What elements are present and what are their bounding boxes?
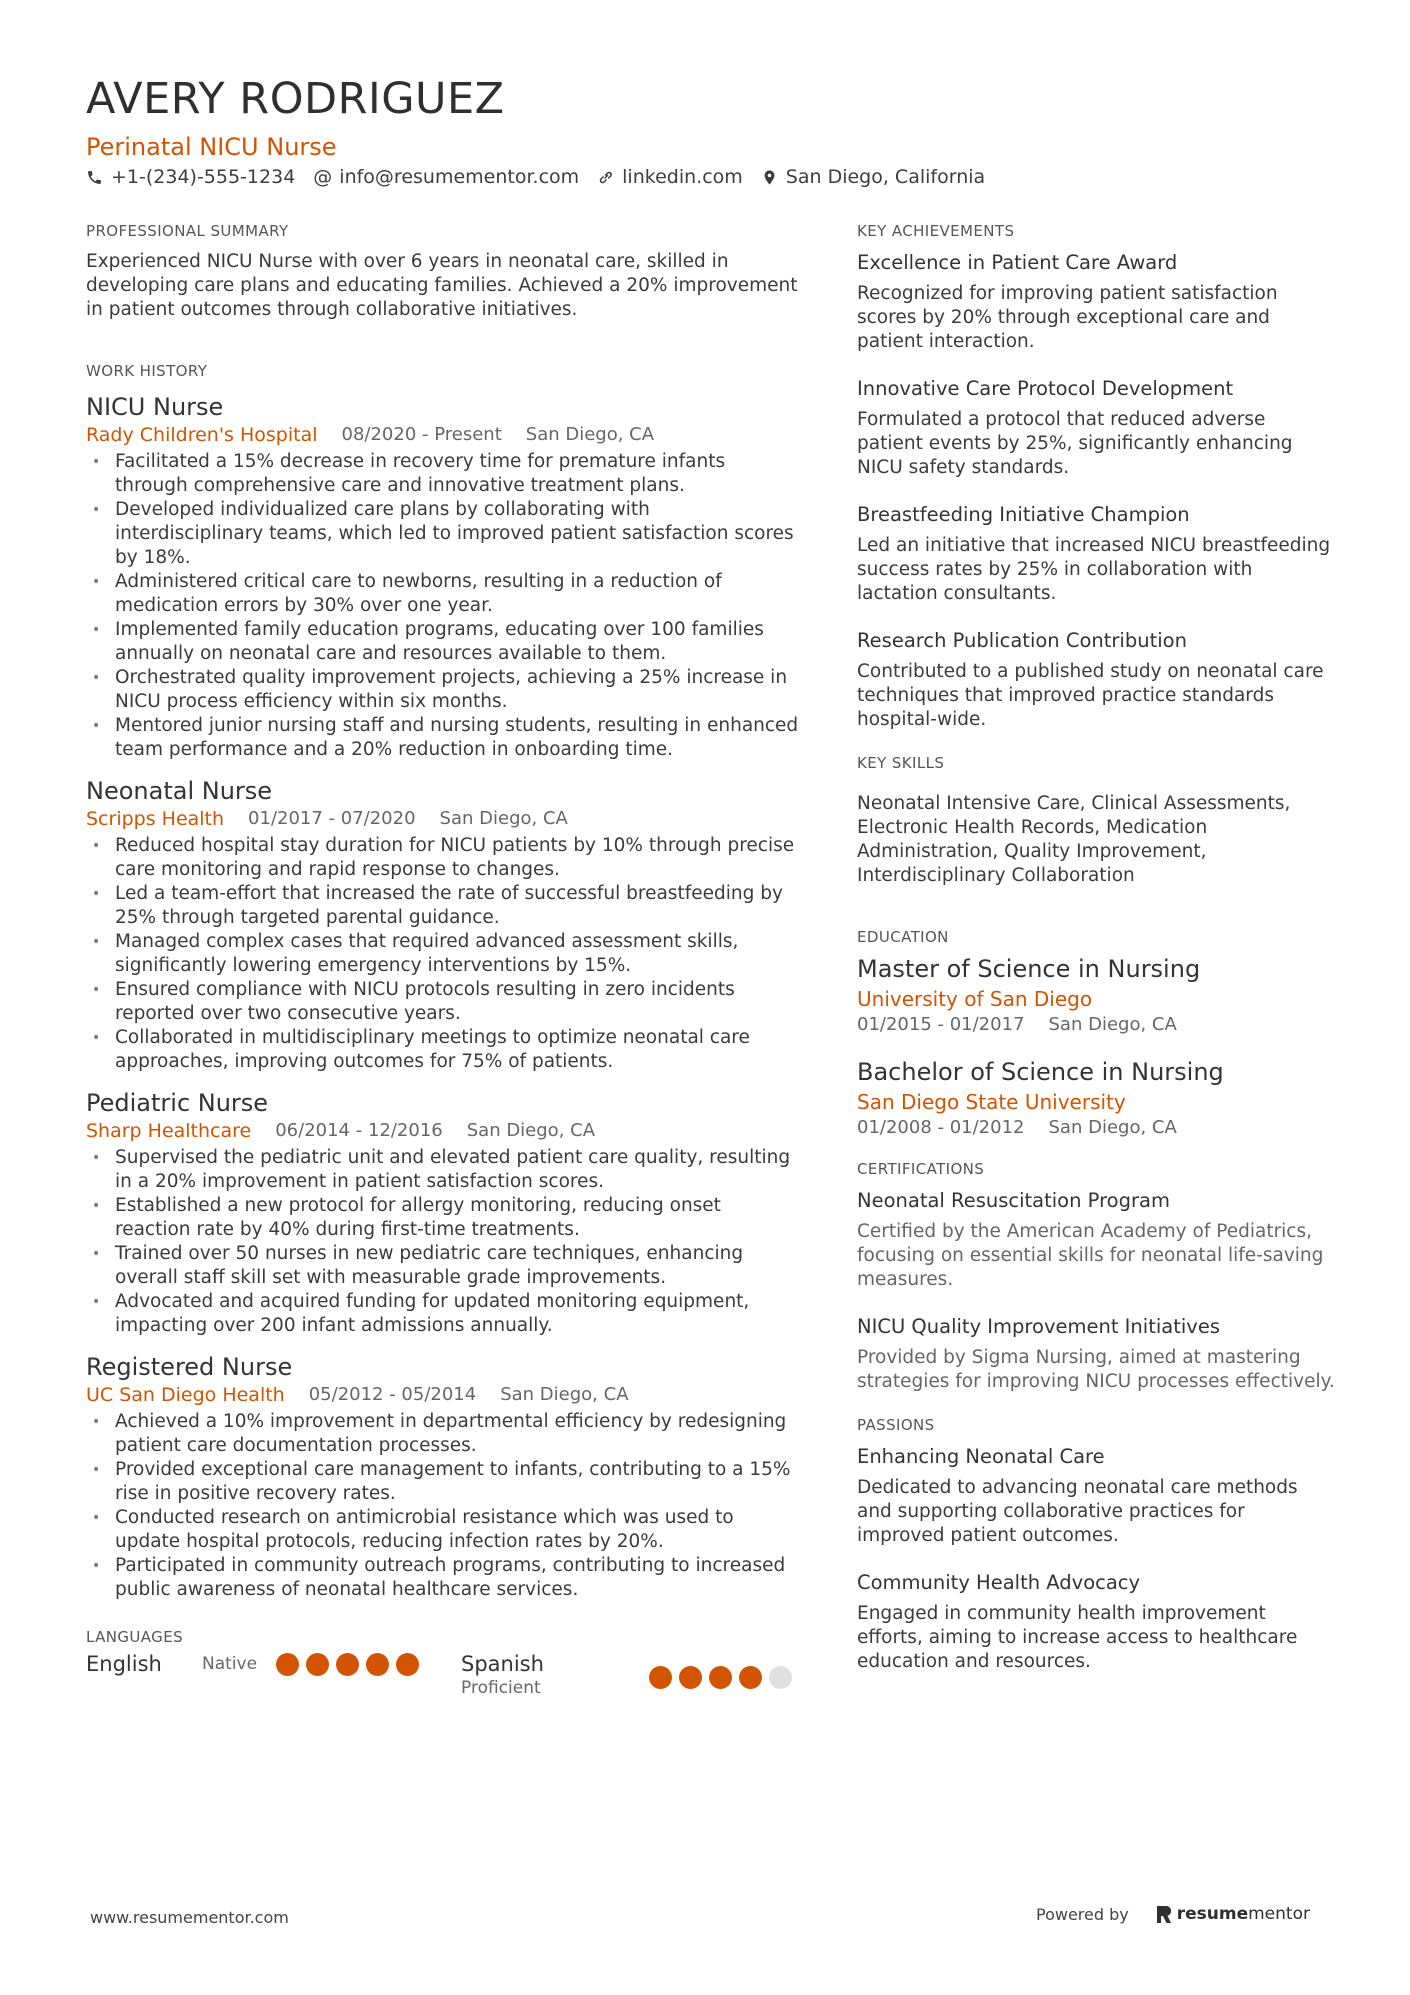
- work-history-section: [86, 362, 801, 1602]
- passion-list: [857, 1444, 1337, 1674]
- candidate-name: AVERY RODRIGUEZ: [86, 74, 505, 124]
- language-rating: [649, 1666, 799, 1689]
- item-title: Neonatal Resuscitation Program: [857, 1189, 1170, 1212]
- list-item: • Provided exceptional care management to infants, contributing to a 15% rise in positive recovery rates.: [86, 1458, 801, 1506]
- achievements-section: [857, 222, 1337, 732]
- languages-section: [86, 1628, 801, 1698]
- item-description: Provided by Sigma Nursing, aimed at mastering strategies for improving NICU processes effectively.: [857, 1347, 1335, 1392]
- language-item: [86, 1652, 461, 1676]
- certifications-item: [857, 1314, 1337, 1394]
- brand-name-bold: resume: [1176, 1904, 1249, 1924]
- education-meta: [857, 1014, 1337, 1035]
- education-item: [857, 954, 1337, 1035]
- resumementor-logo-icon: [1157, 1906, 1171, 1923]
- rating-dot-filled: [366, 1653, 389, 1676]
- rating-dot-empty: [769, 1666, 792, 1689]
- list-item: • Achieved a 10% improvement in departmental efficiency by redesigning patient care documentation processes.: [86, 1410, 801, 1458]
- education-location: San Diego, CA: [1048, 1117, 1177, 1138]
- job-entry: [86, 1352, 801, 1602]
- education-item: [857, 1057, 1337, 1138]
- item-title: Innovative Care Protocol Development: [857, 377, 1234, 400]
- job-meta: [86, 1384, 801, 1406]
- item-title: Research Publication Contribution: [857, 629, 1187, 652]
- section-title: LANGUAGES: [86, 1628, 184, 1646]
- list-item: • Led a team-effort that increased the rate of successful breastfeeding by 25% through targeted parental guidance.: [86, 882, 801, 930]
- education-list: [857, 954, 1337, 1138]
- rating-dot-filled: [396, 1653, 419, 1676]
- rating-dot-filled: [679, 1666, 702, 1689]
- rating-dot-filled: [739, 1666, 762, 1689]
- list-item: • Reduced hospital stay duration for NICU patients by 10% through precise care monitoring and rapid response to changes.: [86, 834, 801, 882]
- rating-dot-filled: [336, 1653, 359, 1676]
- job-entry: [86, 1088, 801, 1338]
- item-title: Breastfeeding Initiative Champion: [857, 503, 1190, 526]
- email-text: info@resumementor.com: [339, 166, 580, 188]
- phone-icon: [86, 169, 103, 186]
- job-role: Pediatric Nurse: [86, 1089, 269, 1117]
- education-dates: 01/2015 - 01/2017: [857, 1014, 1025, 1035]
- summary-section: [86, 222, 801, 322]
- list-item: • Participated in community outreach programs, contributing to increased public awareness of neonatal healthcare services.: [86, 1554, 801, 1602]
- brand-name-light: mentor: [1248, 1904, 1310, 1924]
- job-company: Scripps Health: [86, 808, 225, 830]
- location-pin-icon: [761, 169, 778, 186]
- list-item: • Conducted research on antimicrobial resistance which was used to update hospital protocols, reducing infection rates by 20%.: [86, 1506, 801, 1554]
- language-item: [461, 1652, 799, 1698]
- summary-text: Experienced NICU Nurse with over 6 years in neonatal care, skilled in developing care plans and educating families. Achieved a 20% improvement in patient outcomes through collaborative initiatives.: [86, 251, 798, 320]
- item-description: Formulated a protocol that reduced adverse patient events by 25%, significantly enhancing NICU safety standards.: [857, 409, 1293, 478]
- rating-dot-filled: [709, 1666, 732, 1689]
- job-meta: [86, 808, 801, 830]
- education-section: [857, 928, 1337, 1138]
- education-school: University of San Diego: [857, 987, 1093, 1011]
- candidate-title: Perinatal NICU Nurse: [86, 133, 337, 161]
- achievements-item: [857, 376, 1337, 480]
- item-title: Community Health Advocacy: [857, 1571, 1141, 1594]
- job-dates: 01/2017 - 07/2020: [248, 808, 416, 829]
- phone-text: +1-(234)-555-1234: [111, 166, 296, 188]
- location-text: San Diego, California: [785, 166, 986, 188]
- achievements-item: [857, 502, 1337, 606]
- section-title: KEY ACHIEVEMENTS: [857, 222, 1015, 240]
- language-label-stack: [461, 1652, 649, 1698]
- skills-text: Neonatal Intensive Care, Clinical Assessments, Electronic Health Records, Medication Administration, Quality Improvement, Interdisciplinary Collaboration: [857, 793, 1291, 886]
- job-dates: 08/2020 - Present: [341, 424, 502, 445]
- language-level: Native: [202, 1654, 258, 1674]
- left-column: [86, 222, 801, 1698]
- passions-section: [857, 1416, 1337, 1674]
- job-company: Rady Children's Hospital: [86, 424, 318, 446]
- list-item: • Trained over 50 nurses in new pediatric care techniques, enhancing overall staff skill set with measurable grade improvements.: [86, 1242, 801, 1290]
- list-item: • Established a new protocol for allergy monitoring, reducing onset reaction rate by 40% during first-time treatments.: [86, 1194, 801, 1242]
- job-dates: 05/2012 - 05/2014: [308, 1384, 477, 1405]
- job-role: NICU Nurse: [86, 393, 224, 421]
- list-item: • Administered critical care to newborns, resulting in a reduction of medication errors by 30% over one year.: [86, 570, 801, 618]
- list-item: • Collaborated in multidisciplinary meetings to optimize neonatal care approaches, improving outcomes for 75% of patients.: [86, 1026, 801, 1074]
- language-list: [86, 1652, 801, 1698]
- education-dates: 01/2008 - 01/2012: [857, 1117, 1025, 1138]
- job-entry: [86, 392, 801, 762]
- item-title: Excellence in Patient Care Award: [857, 251, 1178, 274]
- section-title: PASSIONS: [857, 1416, 935, 1434]
- job-company: Sharp Healthcare: [86, 1120, 252, 1142]
- list-item: • Facilitated a 15% decrease in recovery time for premature infants through comprehensive care and innovative treatment plans.: [86, 450, 801, 498]
- contact-location: [761, 166, 985, 188]
- job-role: Neonatal Nurse: [86, 777, 273, 805]
- job-entry: [86, 776, 801, 1074]
- achievement-list: [857, 250, 1337, 732]
- education-school: San Diego State University: [857, 1090, 1126, 1114]
- passions-item: [857, 1444, 1337, 1548]
- item-title: NICU Quality Improvement Initiatives: [857, 1315, 1220, 1338]
- job-location: San Diego, CA: [525, 424, 655, 445]
- certification-list: [857, 1188, 1337, 1394]
- job-dates: 06/2014 - 12/2016: [275, 1120, 443, 1141]
- contact-bar: [86, 166, 1003, 188]
- education-degree: Bachelor of Science in Nursing: [857, 1058, 1224, 1086]
- list-item: • Advocated and acquired funding for updated monitoring equipment, impacting over 200 infant admissions annually.: [86, 1290, 801, 1338]
- job-location: San Diego, CA: [466, 1120, 596, 1141]
- achievements-item: [857, 628, 1337, 732]
- job-location: San Diego, CA: [500, 1384, 629, 1405]
- section-title: KEY SKILLS: [857, 754, 945, 772]
- job-location: San Diego, CA: [439, 808, 568, 829]
- contact-linkedin[interactable]: [597, 166, 743, 188]
- right-column: [857, 222, 1337, 1696]
- passions-item: [857, 1570, 1337, 1674]
- education-meta: [857, 1117, 1337, 1138]
- job-bullets: [86, 1410, 801, 1602]
- job-bullets: [86, 834, 801, 1074]
- rating-dot-filled: [276, 1653, 299, 1676]
- job-meta: [86, 1120, 801, 1142]
- list-item: • Ensured compliance with NICU protocols resulting in zero incidents reported over two consecutive years.: [86, 978, 801, 1026]
- job-bullets: [86, 450, 801, 762]
- language-name: Spanish: [461, 1652, 544, 1676]
- education-location: San Diego, CA: [1048, 1014, 1177, 1035]
- item-description: Dedicated to advancing neonatal care methods and supporting collaborative practices for improved patient outcomes.: [857, 1477, 1298, 1546]
- item-description: Contributed to a published study on neonatal care techniques that improved practice standards hospital-wide.: [857, 661, 1324, 730]
- section-title: CERTIFICATIONS: [857, 1160, 985, 1178]
- item-description: Certified by the American Academy of Pediatrics, focusing on essential skills for neonatal life-saving measures.: [857, 1221, 1324, 1290]
- contact-email[interactable]: [313, 166, 579, 188]
- item-description: Engaged in community health improvement efforts, aiming to increase access to healthcare education and resources.: [857, 1603, 1298, 1672]
- list-item: • Developed individualized care plans by collaborating with interdisciplinary teams, which led to improved patient satisfaction scores by 18%.: [86, 498, 801, 570]
- footer-website[interactable]: www.resumementor.com: [90, 1908, 289, 1927]
- footer-branding: [1036, 1904, 1310, 1924]
- list-item: • Mentored junior nursing staff and nursing students, resulting in enhanced team performance and a 20% reduction in onboarding time.: [86, 714, 801, 762]
- language-name: English: [86, 1652, 162, 1676]
- contact-phone[interactable]: [86, 166, 295, 188]
- list-item: • Supervised the pediatric unit and elevated patient care quality, resulting in a 20% improvement in patient satisfaction scores.: [86, 1146, 801, 1194]
- item-title: Enhancing Neonatal Care: [857, 1445, 1105, 1468]
- section-title: WORK HISTORY: [86, 362, 208, 380]
- linkedin-text: linkedin.com: [622, 166, 743, 188]
- list-item: • Orchestrated quality improvement projects, achieving a 25% increase in NICU process efficiency within six months.: [86, 666, 801, 714]
- rating-dot-filled: [306, 1653, 329, 1676]
- certifications-section: [857, 1160, 1337, 1394]
- rating-dot-filled: [649, 1666, 672, 1689]
- certifications-item: [857, 1188, 1337, 1292]
- powered-by-text: Powered by: [1036, 1904, 1129, 1924]
- section-title: PROFESSIONAL SUMMARY: [86, 222, 289, 240]
- at-icon: @: [313, 166, 333, 188]
- education-degree: Master of Science in Nursing: [857, 955, 1201, 983]
- job-company: UC San Diego Health: [86, 1384, 285, 1406]
- link-icon: [597, 169, 614, 186]
- job-bullets: [86, 1146, 801, 1338]
- job-list: [86, 392, 801, 1602]
- item-description: Recognized for improving patient satisfaction scores by 20% through exceptional care and patient interaction.: [857, 283, 1278, 352]
- achievements-item: [857, 250, 1337, 354]
- item-description: Led an initiative that increased NICU breastfeeding success rates by 25% in collaboration with lactation consultants.: [857, 535, 1331, 604]
- list-item: • Implemented family education programs, educating over 100 families annually on neonatal care and resources available to them.: [86, 618, 801, 666]
- job-meta: [86, 424, 801, 446]
- job-role: Registered Nurse: [86, 1353, 293, 1381]
- skills-section: [857, 754, 1337, 888]
- language-level: Proficient: [461, 1678, 541, 1698]
- language-rating: [276, 1653, 426, 1676]
- list-item: • Managed complex cases that required advanced assessment skills, significantly lowering emergency interventions by 15%.: [86, 930, 801, 978]
- section-title: EDUCATION: [857, 928, 949, 946]
